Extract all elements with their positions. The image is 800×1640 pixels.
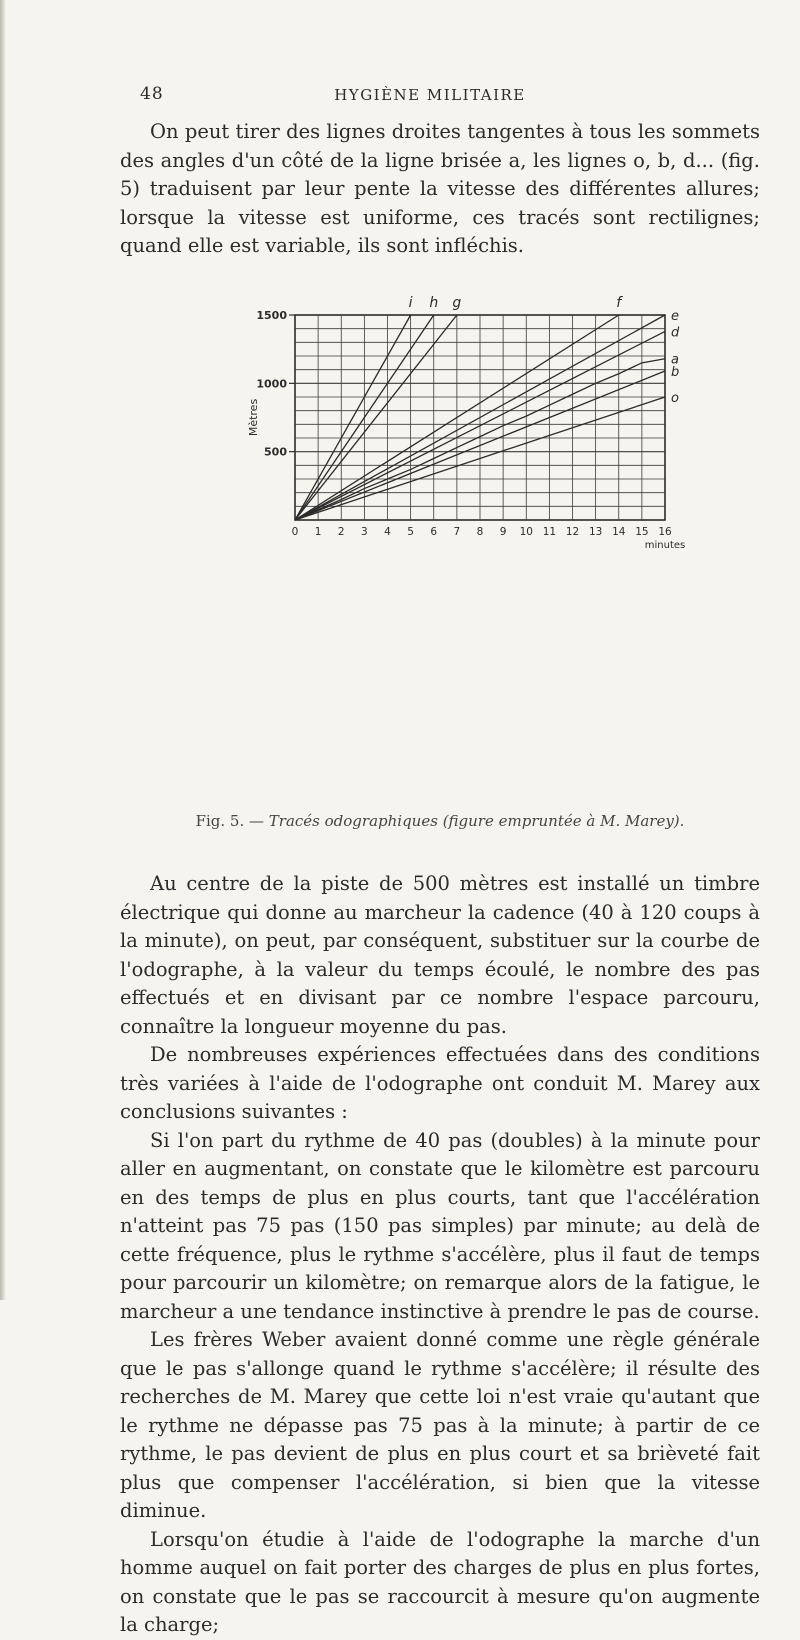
series-label-right: o — [671, 391, 679, 406]
figure-caption-label: Fig. 5. — [195, 812, 245, 830]
series-line-g — [295, 315, 457, 520]
series-line-i — [295, 315, 411, 520]
series-label-right: b — [671, 365, 680, 381]
intro-text: On peut tirer des lignes droites tangentes à tous les sommets des angles d'un côté de la ligne brisée a, les lignes o, b, d... (fig. 5) traduisent par leur pente la vitesse des différentes allures; lorsque la vitesse est uniforme, ces tracés sont rectilignes; quand elle est variable, ils sont infléchis. — [120, 120, 760, 257]
x-tick-label: 1 — [314, 526, 322, 538]
series-label-top: h — [429, 295, 439, 311]
series-label-top: f — [616, 295, 622, 311]
odograph-figure — [220, 275, 690, 605]
figure-caption-text: — Tracés odographiques (figure empruntée à M. Marey). — [249, 812, 685, 830]
x-tick-label: 15 — [635, 526, 649, 538]
x-tick-label: 3 — [361, 526, 368, 538]
body-paragraph-2: De nombreuses expériences effectuées dans des conditions très variées à l'aide de l'odographe ont conduit M. Marey aux conclusions suivantes : — [120, 1043, 760, 1123]
y-tick-label: 1500 — [256, 309, 287, 322]
x-tick-label: 11 — [542, 526, 557, 538]
x-tick-label: 13 — [588, 526, 603, 538]
x-tick-label: 8 — [476, 526, 484, 538]
x-tick-label: 2 — [337, 526, 345, 538]
x-tick-label: 9 — [499, 526, 507, 538]
y-tick-label: 500 — [264, 445, 287, 459]
series-label-right: e — [671, 309, 679, 324]
x-tick-label: 14 — [612, 526, 626, 538]
x-axis-label: minutes — [644, 540, 686, 551]
running-title: HYGIÈNE MILITAIRE — [334, 86, 526, 104]
body-paragraph-5: Lorsqu'on étudie à l'aide de l'odographe la marche d'un homme auquel on fait porter des charges de plus en plus fortes, on constate que le pas se raccourcit à mesure qu'on augmente la charge; — [120, 1527, 760, 1636]
figure-caption — [120, 812, 760, 830]
body-paragraph-3: Si l'on part du rythme de 40 pas (doubles) à la minute pour aller en augmentant, on constate que le kilomètre est parcouru en des temps de plus en plus courts, tant que l'accélération n'atteint pas 75 pas (150 pas simples) par minute; au delà de cette fréquence, plus le rythme s'accélère, plus il faut de temps pour parcourir un kilomètre; on remarque alors de la fatigue, le marcheur a une tendance instinctive à prendre le pas de course. — [120, 1128, 760, 1323]
series-label-right: d — [671, 325, 680, 341]
odograph-chart — [220, 275, 690, 605]
y-tick-label: 1000 — [256, 377, 287, 391]
y-axis-label: Mètres — [247, 398, 260, 437]
body-paragraph-1: Au centre de la piste de 500 mètres est installé un timbre électrique qui donne au marcheur la cadence (40 à 120 coups à la minute), on peut, par conséquent, substituer sur la courbe de l'odographe, à la valeur du temps écoulé, le nombre des pas effectués et en divisant par ce nombre l'espace parcouru, connaître la longueur moyenne du pas. — [120, 872, 760, 1038]
series-label-right: a — [671, 352, 679, 368]
x-tick-label: 6 — [430, 526, 438, 538]
x-tick-label: 5 — [407, 526, 414, 538]
x-tick-label: 10 — [519, 526, 533, 538]
x-tick-label: 0 — [291, 526, 299, 538]
x-tick-label: 7 — [453, 526, 461, 538]
page-binding-shadow — [0, 0, 6, 1300]
page-number: 48 — [140, 84, 164, 104]
body-text — [120, 870, 760, 1640]
page-header — [100, 84, 760, 110]
series-label-top: g — [452, 295, 462, 311]
intro-paragraph — [120, 118, 760, 261]
series-label-top: i — [408, 295, 413, 311]
x-tick-label: 12 — [565, 526, 580, 538]
body-paragraph-4: Les frères Weber avaient donné comme une règle générale que le pas s'allonge quand le rythme s'accélère; il résulte des recherches de M. Marey que cette loi n'est vraie qu'autant que le rythme ne dépasse pas 75 pas à la minute; à partir de ce rythme, le pas devient de plus en plus court et sa brièveté fait plus que compenser l'accélération, si bien que la vitesse diminue. — [120, 1328, 760, 1522]
x-tick-label: 4 — [384, 526, 391, 538]
x-tick-label: 16 — [658, 526, 672, 538]
